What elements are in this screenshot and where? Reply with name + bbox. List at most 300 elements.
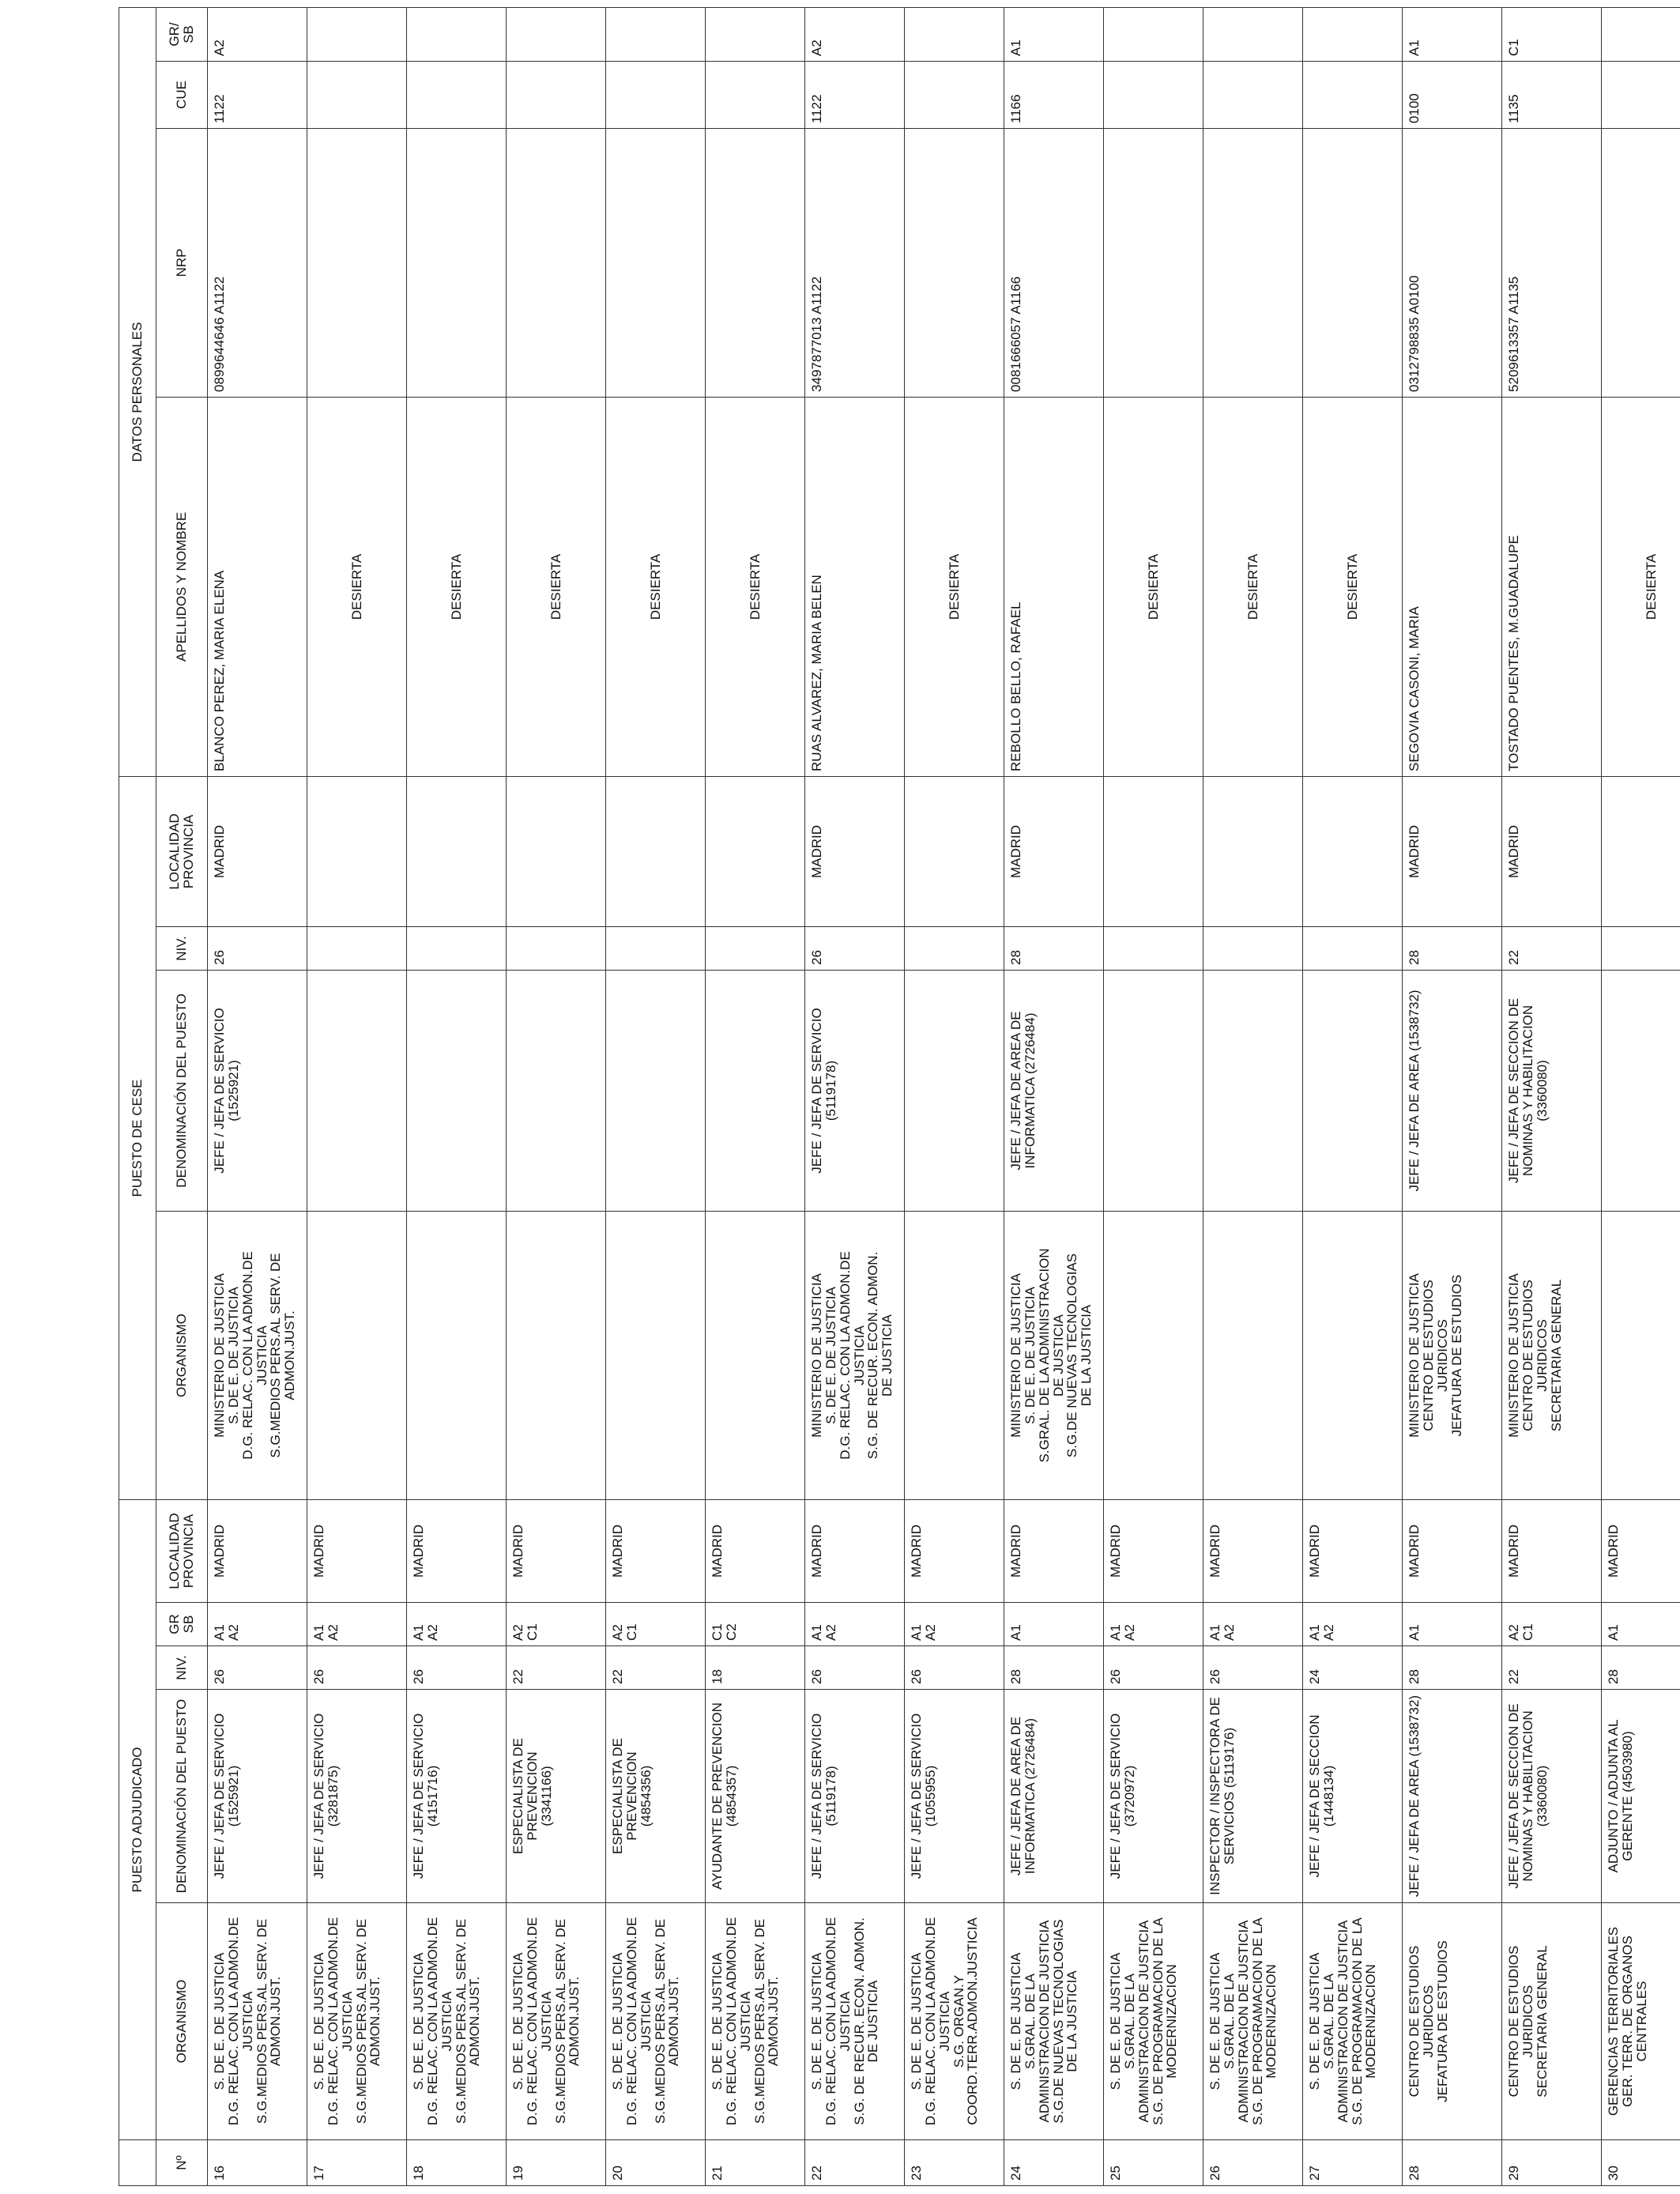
- header-c-organismo: ORGANISMO: [156, 1211, 208, 1499]
- cell-d-cue: [507, 61, 606, 128]
- cell-a-organismo: [1602, 1903, 1680, 2140]
- a-denominacion-line: JEFE / JEFA DE AREA (1538732): [1407, 1695, 1422, 1898]
- cell-num: 26: [1203, 2140, 1303, 2186]
- cell-c-denominacion: [1203, 970, 1303, 1211]
- c-denominacion-line: JEFE / JEFA DE SERVICIO: [809, 1008, 824, 1174]
- cell-a-grupo: [706, 1603, 805, 1646]
- a-denominacion-line: (4854356): [638, 1765, 654, 1827]
- a-organismo-line: S.G.DE NUEVAS TECNOLOGIAS: [1050, 1919, 1066, 2124]
- cell-a-localidad: MADRID: [1203, 1499, 1303, 1602]
- cell-a-organismo: [208, 1903, 307, 2140]
- cell-d-grupo: A1: [1403, 7, 1502, 61]
- cell-a-organismo: [1004, 1903, 1104, 2140]
- cell-c-denominacion: [1104, 970, 1203, 1211]
- a-organismo-line: GERENCIAS TERRITORIALES: [1606, 1926, 1621, 2117]
- a-organismo-line: S.GRAL. DE LA: [1221, 1973, 1237, 2069]
- cell-a-organismo: [1104, 1903, 1203, 2140]
- a-denominacion-line: ESPECIALISTA DE PREVENCION: [610, 1737, 639, 1855]
- cell-d-nombre: REBOLLO BELLO, RAFAEL: [1004, 397, 1104, 776]
- group-header-adjudicado: PUESTO ADJUDICADO: [119, 1499, 156, 2139]
- a-organismo-line: ADMON.JUST.: [766, 1976, 782, 2067]
- cell-d-nrp: 0081666057 A1166: [1004, 128, 1104, 397]
- c-denominacion-line: JEFE / JEFA DE SERVICIO: [212, 1008, 227, 1174]
- header-num: Nº: [156, 2140, 208, 2186]
- cell-c-nivel: 22: [1502, 926, 1602, 970]
- a-denominacion-line: (1525921): [225, 1765, 241, 1827]
- table-row: [1403, 7, 1502, 2185]
- header-a-localidad-line2: PROVINCIA: [181, 1514, 196, 1589]
- c-denominacion-line: NOMINAS Y HABILITACION: [1520, 1005, 1535, 1177]
- cell-c-denominacion: [805, 970, 905, 1211]
- cell-c-organismo: [1502, 1211, 1602, 1499]
- cell-d-cue: 1166: [1004, 61, 1104, 128]
- cell-d-nombre: DESIERTA: [905, 397, 1004, 776]
- cell-c-localidad: [307, 776, 407, 926]
- cell-d-nrp: [1203, 128, 1303, 397]
- c-organismo-line: S. DE E. DE JUSTICIA: [823, 1287, 838, 1424]
- cell-d-nrp: [706, 128, 805, 397]
- a-denominacion-line: (3720972): [1121, 1765, 1137, 1827]
- cell-d-nombre: DESIERTA: [407, 397, 507, 776]
- cell-d-grupo: [905, 7, 1004, 61]
- a-organismo-line: S. DE E. DE JUSTICIA: [1008, 1952, 1023, 2090]
- cell-c-nivel: [1303, 926, 1403, 970]
- c-denominacion-line: (5119178): [823, 1060, 838, 1122]
- cell-d-nombre: DESIERTA: [507, 397, 606, 776]
- cell-c-localidad: [407, 776, 507, 926]
- header-c-nivel: NIV.: [156, 926, 208, 970]
- cell-a-nivel: 26: [905, 1646, 1004, 1690]
- cell-d-nrp: [407, 128, 507, 397]
- cell-a-nivel: 24: [1303, 1646, 1403, 1690]
- cell-d-nrp: [1104, 128, 1203, 397]
- a-organismo-line: S.G. DE RECUR. ECON. ADMON.: [851, 1917, 867, 2125]
- a-organismo-line: D.G. RELAC. CON LA ADMON.DE: [225, 1917, 241, 2126]
- cell-d-nombre: TOSTADO PUENTES, M.GUADALUPE: [1502, 397, 1602, 776]
- cell-a-localidad: MADRID: [1104, 1499, 1203, 1602]
- table-row: [706, 7, 805, 2185]
- cell-d-grupo: [507, 7, 606, 61]
- table-row: [1602, 7, 1680, 2185]
- cell-a-localidad: MADRID: [1602, 1499, 1680, 1602]
- c-denominacion-line: (3360080): [1534, 1060, 1550, 1122]
- group-header-row: [119, 7, 156, 2185]
- a-denominacion-line: JEFE / JEFA DE SECCION DE: [1506, 1703, 1521, 1889]
- header-c-denominacion: DENOMINACIÓN DEL PUESTO: [156, 970, 208, 1211]
- cell-a-denominacion: [805, 1690, 905, 1903]
- a-grupo-line: A2: [424, 1624, 440, 1641]
- a-organismo-line: ADMON.JUST.: [367, 1976, 383, 2067]
- a-organismo-line: DE LA JUSTICIA: [1064, 1970, 1080, 2072]
- cell-a-denominacion: [1203, 1690, 1303, 1903]
- cell-d-nombre: DESIERTA: [606, 397, 706, 776]
- a-organismo-line: S.G. DE PROGRAMACION DE LA: [1150, 1917, 1166, 2125]
- cell-a-localidad: MADRID: [1004, 1499, 1104, 1602]
- cell-c-denominacion: [1602, 970, 1680, 1211]
- cell-a-denominacion: [208, 1690, 307, 1903]
- cell-a-denominacion: [1403, 1690, 1502, 1903]
- cell-a-nivel: 22: [606, 1646, 706, 1690]
- c-denominacion-line: JEFE / JEFA DE AREA (1538732): [1407, 990, 1422, 1192]
- cell-d-nrp: 0899644646 A1122: [208, 128, 307, 397]
- cell-c-localidad: [1203, 776, 1303, 926]
- a-organismo-line: S.GRAL. DE LA: [1121, 1973, 1137, 2069]
- a-denominacion-line: JEFE / JEFA DE SERVICIO: [809, 1713, 824, 1879]
- cell-a-organismo: [407, 1903, 507, 2140]
- cell-a-grupo: [1203, 1603, 1303, 1646]
- a-denominacion-line: GERENTE (4503980): [1619, 1731, 1635, 1861]
- a-organismo-line: S. DE E. DE JUSTICIA: [411, 1952, 426, 2090]
- a-denominacion-line: INSPECTOR / INSPECTORA DE: [1207, 1697, 1222, 1895]
- a-grupo-line: C2: [723, 1623, 739, 1641]
- c-organismo-line: S.GRAL. DE LA ADMINISTRACION: [1036, 1248, 1052, 1463]
- cell-d-nombre: DESIERTA: [1104, 397, 1203, 776]
- cell-c-localidad: [507, 776, 606, 926]
- a-grupo-line: A1: [1606, 1624, 1621, 1641]
- table-row: [606, 7, 706, 2185]
- cell-c-localidad: MADRID: [805, 776, 905, 926]
- cell-a-denominacion: [706, 1690, 805, 1903]
- cell-a-localidad: MADRID: [1502, 1499, 1602, 1602]
- cell-d-nombre: DESIERTA: [706, 397, 805, 776]
- cell-a-organismo: [307, 1903, 407, 2140]
- a-organismo-line: ADMINISTRACION DE JUSTICIA: [1235, 1920, 1251, 2123]
- a-organismo-line: S.G.MEDIOS PERS.AL SERV. DE: [254, 1918, 269, 2124]
- cell-c-localidad: [905, 776, 1004, 926]
- cell-c-localidad: [1104, 776, 1203, 926]
- cell-a-organismo: [507, 1903, 606, 2140]
- cell-c-organismo: [1303, 1211, 1403, 1499]
- cell-c-nivel: [706, 926, 805, 970]
- c-organismo-line: D.G. RELAC. CON LA ADMON.DE: [837, 1251, 853, 1460]
- a-organismo-line: ADMON.JUST.: [567, 1976, 582, 2067]
- a-grupo-line: A1: [1307, 1624, 1322, 1641]
- cell-c-localidad: MADRID: [208, 776, 307, 926]
- a-organismo-line: S.G.MEDIOS PERS.AL SERV. DE: [751, 1918, 767, 2124]
- a-organismo-line: ADMON.JUST.: [666, 1976, 682, 2067]
- a-grupo-line: A1: [1108, 1624, 1123, 1641]
- cell-d-cue: [1203, 61, 1303, 128]
- cell-d-nombre: DESIERTA: [1203, 397, 1303, 776]
- table-row: [407, 7, 507, 2185]
- cell-c-organismo: [307, 1211, 407, 1499]
- a-organismo-line: ADMINISTRACION DE JUSTICIA: [1136, 1920, 1151, 2123]
- a-organismo-line: JURIDICOS: [1420, 1985, 1436, 2058]
- a-grupo-line: A2: [510, 1624, 525, 1641]
- c-organismo-line: MINISTERIO DE JUSTICIA: [1008, 1273, 1023, 1438]
- c-denominacion-line: JEFE / JEFA DE AREA DE: [1008, 1011, 1023, 1171]
- c-organismo-line: S.G.MEDIOS PERS.AL SERV. DE: [268, 1253, 284, 1458]
- cell-d-cue: 1122: [208, 61, 307, 128]
- cell-num: 22: [805, 2140, 905, 2186]
- a-organismo-line: SECRETARIA GENERAL: [1534, 1945, 1550, 2098]
- cell-a-denominacion: [307, 1690, 407, 1903]
- table-row: [1303, 7, 1403, 2185]
- cell-c-nivel: 26: [805, 926, 905, 970]
- c-organismo-line: JURIDICOS: [1534, 1319, 1550, 1392]
- resolution-table: [119, 7, 1680, 2186]
- cell-c-nivel: [407, 926, 507, 970]
- cell-c-localidad: [1303, 776, 1403, 926]
- cell-a-grupo: [905, 1603, 1004, 1646]
- a-organismo-line: JUSTICIA: [439, 1991, 454, 2052]
- a-organismo-line: DE JUSTICIA: [865, 1980, 881, 2063]
- header-c-localidad-line2: PROVINCIA: [181, 814, 196, 889]
- cell-d-cue: [307, 61, 407, 128]
- cell-d-nrp: 5209613357 A1135: [1502, 128, 1602, 397]
- a-denominacion-line: JEFE / JEFA DE SERVICIO: [909, 1713, 924, 1879]
- cell-d-cue: [1104, 61, 1203, 128]
- cell-c-nivel: [1203, 926, 1303, 970]
- cell-a-organismo: [706, 1903, 805, 2140]
- a-denominacion-line: NOMINAS Y HABILITACION: [1520, 1710, 1535, 1882]
- header-c-localidad-line1: LOCALIDAD: [167, 813, 183, 890]
- a-organismo-line: COORD.TERR.ADMON.JUSTICIA: [965, 1917, 981, 2125]
- cell-a-localidad: MADRID: [1403, 1499, 1502, 1602]
- cell-a-nivel: 28: [1602, 1646, 1680, 1690]
- cell-c-denominacion: [706, 970, 805, 1211]
- cell-num: 30: [1602, 2140, 1680, 2186]
- a-organismo-line: ADMINISTRACION DE JUSTICIA: [1036, 1920, 1052, 2123]
- header-a-denominacion: DENOMINACIÓN DEL PUESTO: [156, 1690, 208, 1903]
- table-row: [1203, 7, 1303, 2185]
- a-organismo-line: MODERNIZACION: [1264, 1964, 1279, 2079]
- cell-c-denominacion: [307, 970, 407, 1211]
- cell-c-organismo: [805, 1211, 905, 1499]
- a-denominacion-line: ADJUNTO / ADJUNTA AL: [1606, 1719, 1621, 1873]
- cell-a-organismo: [606, 1903, 706, 2140]
- a-denominacion-line: JEFE / JEFA DE SERVICIO: [411, 1713, 426, 1879]
- cell-a-grupo: [1104, 1603, 1203, 1646]
- cell-a-nivel: 26: [208, 1646, 307, 1690]
- cell-c-organismo: [507, 1211, 606, 1499]
- table-row: [905, 7, 1004, 2185]
- a-denominacion-line: JEFE / JEFA DE SECCION: [1307, 1714, 1322, 1878]
- cell-a-denominacion: [1104, 1690, 1203, 1903]
- header-d-cue: CUE: [156, 61, 208, 128]
- a-denominacion-line: JEFE / JEFA DE AREA DE: [1008, 1716, 1023, 1876]
- cell-d-grupo: [407, 7, 507, 61]
- cell-c-denominacion: [1502, 970, 1602, 1211]
- cell-c-organismo: [1602, 1211, 1680, 1499]
- a-denominacion-line: ESPECIALISTA DE PREVENCION: [510, 1737, 540, 1855]
- a-grupo-line: A1: [1407, 1624, 1422, 1641]
- c-organismo-line: MINISTERIO DE JUSTICIA: [1506, 1273, 1521, 1438]
- a-organismo-line: CENTRO DE ESTUDIOS: [1407, 1945, 1422, 2098]
- cell-d-nombre: DESIERTA: [1303, 397, 1403, 776]
- cell-d-nombre: SEGOVIA CASONI, MARIA: [1403, 397, 1502, 776]
- a-grupo-line: A2: [325, 1624, 341, 1641]
- header-a-grupo: [156, 1603, 208, 1646]
- cell-d-cue: [606, 61, 706, 128]
- a-organismo-line: S.G.MEDIOS PERS.AL SERV. DE: [453, 1918, 469, 2124]
- cell-a-denominacion: [507, 1690, 606, 1903]
- header-d-grupo-line1: GR/: [167, 22, 183, 47]
- header-a-grupo-line2: SB: [181, 1615, 196, 1634]
- a-organismo-line: S.G.MEDIOS PERS.AL SERV. DE: [353, 1918, 369, 2124]
- a-organismo-line: D.G. RELAC. CON LA ADMON.DE: [623, 1917, 639, 2126]
- cell-num: 28: [1403, 2140, 1502, 2186]
- a-grupo-line: A2: [1320, 1624, 1336, 1641]
- cell-c-organismo: [407, 1211, 507, 1499]
- cell-a-nivel: 26: [1203, 1646, 1303, 1690]
- cell-c-organismo: [1104, 1211, 1203, 1499]
- a-organismo-line: JUSTICIA: [239, 1991, 255, 2052]
- cell-c-denominacion: [507, 970, 606, 1211]
- cell-a-organismo: [805, 1903, 905, 2140]
- a-denominacion-line: (3360080): [1534, 1765, 1550, 1827]
- cell-a-grupo: [1004, 1603, 1104, 1646]
- c-organismo-line: JEFATURA DE ESTUDIOS: [1448, 1274, 1464, 1437]
- a-grupo-line: C1: [623, 1623, 639, 1641]
- a-organismo-line: D.G. RELAC. CON LA ADMON.DE: [823, 1917, 838, 2126]
- column-header-row: [156, 7, 208, 2185]
- a-denominacion-line: (3281875): [325, 1765, 341, 1827]
- cell-c-nivel: 28: [1004, 926, 1104, 970]
- cell-a-organismo: [1502, 1903, 1602, 2140]
- a-denominacion-line: SERVICIOS (5119176): [1221, 1727, 1237, 1865]
- c-organismo-line: CENTRO DE ESTUDIOS: [1520, 1280, 1535, 1431]
- cell-c-organismo: [1004, 1211, 1104, 1499]
- cell-a-nivel: 26: [805, 1646, 905, 1690]
- cell-c-organismo: [606, 1211, 706, 1499]
- cell-c-localidad: [606, 776, 706, 926]
- c-organismo-line: ADMON.JUST.: [282, 1310, 298, 1400]
- cell-c-localidad: MADRID: [1502, 776, 1602, 926]
- cell-d-grupo: [1104, 7, 1203, 61]
- a-denominacion-line: INFORMATICA (2726484): [1022, 1717, 1038, 1875]
- cell-c-localidad: [706, 776, 805, 926]
- a-denominacion-line: JEFE / JEFA DE SERVICIO: [1108, 1713, 1123, 1879]
- cell-a-grupo: [805, 1603, 905, 1646]
- a-organismo-line: JEFATURA DE ESTUDIOS: [1434, 1940, 1450, 2102]
- table-row: [507, 7, 606, 2185]
- cell-c-nivel: [905, 926, 1004, 970]
- a-grupo-line: A2: [610, 1624, 625, 1641]
- a-grupo-line: A1: [212, 1624, 227, 1641]
- rotated-page: [119, 8, 1659, 2186]
- cell-a-grupo: [1403, 1603, 1502, 1646]
- a-organismo-line: D.G. RELAC. CON LA ADMON.DE: [922, 1917, 938, 2126]
- cell-c-denominacion: [1004, 970, 1104, 1211]
- cell-a-nivel: 22: [1502, 1646, 1602, 1690]
- a-grupo-line: A2: [1221, 1624, 1237, 1641]
- cell-c-denominacion: [1403, 970, 1502, 1211]
- table-row: [805, 7, 905, 2185]
- cell-d-grupo: [1303, 7, 1403, 61]
- c-organismo-line: MINISTERIO DE JUSTICIA: [1407, 1273, 1422, 1438]
- cell-c-nivel: 26: [208, 926, 307, 970]
- a-organismo-line: CENTRO DE ESTUDIOS: [1506, 1945, 1521, 2098]
- cell-d-nombre: BLANCO PEREZ, MARIA ELENA: [208, 397, 307, 776]
- cell-a-localidad: MADRID: [507, 1499, 606, 1602]
- cell-a-nivel: 22: [507, 1646, 606, 1690]
- a-organismo-line: D.G. RELAC. CON LA ADMON.DE: [723, 1917, 739, 2126]
- cell-a-nivel: 18: [706, 1646, 805, 1690]
- c-organismo-line: DE JUSTICIA: [1050, 1314, 1066, 1397]
- cell-c-organismo: [1403, 1211, 1502, 1499]
- a-denominacion-line: (5119178): [823, 1766, 838, 1826]
- a-organismo-line: JUSTICIA: [538, 1991, 554, 2052]
- cell-c-organismo: [1203, 1211, 1303, 1499]
- cell-c-denominacion: [606, 970, 706, 1211]
- a-organismo-line: D.G. RELAC. CON LA ADMON.DE: [424, 1917, 440, 2126]
- cell-a-localidad: MADRID: [706, 1499, 805, 1602]
- c-organismo-line: S.G. DE RECUR. ECON. ADMON.: [865, 1251, 881, 1460]
- a-organismo-line: ADMON.JUST.: [268, 1976, 284, 2067]
- group-header-datos: DATOS PERSONALES: [119, 7, 156, 776]
- cell-d-grupo: [706, 7, 805, 61]
- cell-num: 20: [606, 2140, 706, 2186]
- cell-num: 21: [706, 2140, 805, 2186]
- a-organismo-line: MODERNIZACION: [1164, 1964, 1180, 2079]
- header-a-localidad-line1: LOCALIDAD: [167, 1513, 183, 1589]
- cell-d-cue: 1135: [1502, 61, 1602, 128]
- cell-a-organismo: [1303, 1903, 1403, 2140]
- a-organismo-line: S. DE E. DE JUSTICIA: [1307, 1952, 1322, 2090]
- cell-a-nivel: 26: [1104, 1646, 1203, 1690]
- a-denominacion-line: (1055955): [922, 1765, 938, 1827]
- a-denominacion-line: (1448134): [1320, 1765, 1336, 1827]
- a-grupo-line: A1: [809, 1624, 824, 1641]
- cell-c-denominacion: [407, 970, 507, 1211]
- cell-d-grupo: C1: [1502, 7, 1602, 61]
- a-grupo-line: A1: [1207, 1624, 1222, 1641]
- cell-d-nrp: [507, 128, 606, 397]
- a-organismo-line: S.GRAL. DE LA: [1022, 1973, 1038, 2069]
- a-organismo-line: ADMON.JUST.: [467, 1976, 483, 2067]
- cell-c-localidad: MADRID: [1004, 776, 1104, 926]
- c-organismo-line: MINISTERIO DE JUSTICIA: [212, 1273, 227, 1438]
- cell-d-nrp: 0312798835 A0100: [1403, 128, 1502, 397]
- cell-a-denominacion: [1602, 1690, 1680, 1903]
- a-grupo-line: A2: [922, 1624, 938, 1641]
- cell-c-denominacion: [208, 970, 307, 1211]
- cell-c-organismo: [905, 1211, 1004, 1499]
- cell-a-denominacion: [1502, 1690, 1602, 1903]
- cell-c-denominacion: [905, 970, 1004, 1211]
- cell-a-denominacion: [606, 1690, 706, 1903]
- a-grupo-line: A1: [411, 1624, 426, 1641]
- cell-a-denominacion: [905, 1690, 1004, 1903]
- a-organismo-line: ADMINISTRACION DE JUSTICIA: [1335, 1920, 1350, 2123]
- cell-a-localidad: MADRID: [606, 1499, 706, 1602]
- cell-a-organismo: [1203, 1903, 1303, 2140]
- cell-c-nivel: [507, 926, 606, 970]
- header-a-nivel: NIV.: [156, 1646, 208, 1690]
- a-organismo-line: D.G. RELAC. CON LA ADMON.DE: [325, 1917, 341, 2126]
- c-organismo-line: S.G.DE NUEVAS TECNOLOGIAS: [1064, 1253, 1080, 1458]
- cell-c-nivel: [307, 926, 407, 970]
- table-row: [1104, 7, 1203, 2185]
- cell-d-cue: [407, 61, 507, 128]
- a-organismo-line: D.G. RELAC. CON LA ADMON.DE: [524, 1917, 540, 2126]
- c-organismo-line: SECRETARIA GENERAL: [1548, 1279, 1564, 1432]
- cell-a-localidad: MADRID: [1303, 1499, 1403, 1602]
- cell-a-nivel: 28: [1403, 1646, 1502, 1690]
- cell-d-cue: [1303, 61, 1403, 128]
- a-organismo-line: S.G. DE PROGRAMACION DE LA: [1349, 1917, 1365, 2125]
- cell-d-grupo: [1203, 7, 1303, 61]
- cell-c-nivel: 28: [1403, 926, 1502, 970]
- cell-a-organismo: [1403, 1903, 1502, 2140]
- cell-a-grupo: [208, 1603, 307, 1646]
- cell-a-grupo: [1602, 1603, 1680, 1646]
- cell-a-denominacion: [407, 1690, 507, 1903]
- c-denominacion-line: INFORMATICA (2726484): [1022, 1012, 1038, 1169]
- cell-d-grupo: A2: [805, 7, 905, 61]
- cell-num: 23: [905, 2140, 1004, 2186]
